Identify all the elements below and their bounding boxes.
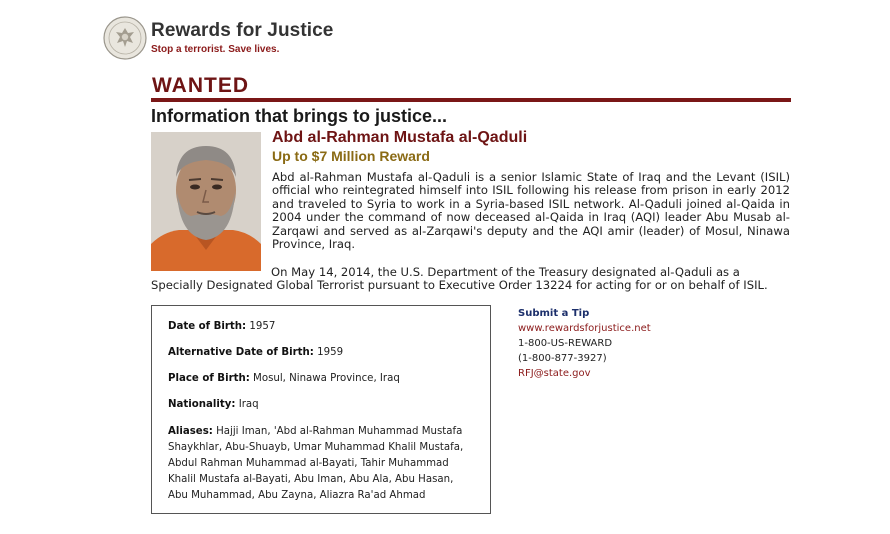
designation-text: On May 14, 2014, the U.S. Department of the Treasury designated al-Qaduli as a Specially Designated Global Terrorist pursuant to Executive Order 13224 for acting for or on behalf of ISIL. — [151, 265, 768, 293]
subject-bio: Abd al-Rahman Mustafa al-Qaduli is a senior Islamic State of Iraq and the Levant (ISIL) official who reintegrated himself into ISIL following his release from prison in early 2012 and traveled to Syria to work in a Syria-based ISIL network. Al-Qaduli joined al-Qaida in 2004 under the command of now deceased al-Qaida in Iraq (AQI) leader Abu Musab al-Zarqawi and served as al-Zarqawi's deputy and the AQI amir (leader) of Mosul, Ninawa Province, Iraq. — [272, 170, 790, 252]
nationality-row — [168, 398, 490, 412]
subject-name: Abd al-Rahman Mustafa al-Qaduli — [272, 129, 528, 146]
brand-tagline: Stop a terrorist. Save lives. — [151, 44, 280, 55]
dob-row — [168, 320, 490, 334]
tip-panel — [518, 306, 651, 381]
heading-divider — [151, 98, 791, 102]
alt-dob-value: 1959 — [317, 347, 344, 358]
aliases-row — [168, 424, 468, 504]
phone-number[interactable]: 1-800-US-REWARD — [518, 338, 613, 349]
email-link[interactable]: RFJ@state.gov — [518, 368, 591, 379]
wanted-heading: WANTED — [152, 74, 249, 97]
nationality-label: Nationality: — [168, 399, 236, 410]
nationality-value: Iraq — [238, 399, 259, 410]
alt-dob-label: Alternative Date of Birth: — [168, 347, 314, 358]
phone-number-digits[interactable]: (1-800-877-3927) — [518, 353, 607, 364]
seal-logo — [103, 16, 147, 60]
pob-value: Mosul, Ninawa Province, Iraq — [253, 373, 400, 384]
brand-name[interactable]: Rewards for Justice — [151, 20, 334, 41]
aliases-label: Aliases: — [168, 426, 213, 437]
page-headline: Information that brings to justice... — [151, 106, 448, 126]
aliases-value: Hajji Iman, 'Abd al-Rahman Muhammad Mustafa Shaykhlar, Abu-Shuayb, Umar Muhammad Khalil Mustafa, Abdul Rahman Muhammad al-Bayati, Tahir Muhammad Khalil Mustafa al-Bayati, Abu Iman, Abu Ala, Abu Hasan, Abu Muhammad, Abu Zayna, Aliazra Ra'ad Ahmad — [168, 426, 464, 501]
pob-label: Place of Birth: — [168, 373, 250, 384]
designation-paragraph — [151, 266, 791, 293]
details-box — [151, 305, 491, 514]
pob-row — [168, 372, 490, 386]
website-link[interactable]: www.rewardsforjustice.net — [518, 323, 651, 334]
subject-photo — [151, 132, 261, 271]
dob-value: 1957 — [249, 321, 276, 332]
tip-title: Submit a Tip — [518, 308, 590, 319]
reward-amount: Up to $7 Million Reward — [272, 148, 430, 164]
alt-dob-row — [168, 346, 490, 360]
dob-label: Date of Birth: — [168, 321, 247, 332]
